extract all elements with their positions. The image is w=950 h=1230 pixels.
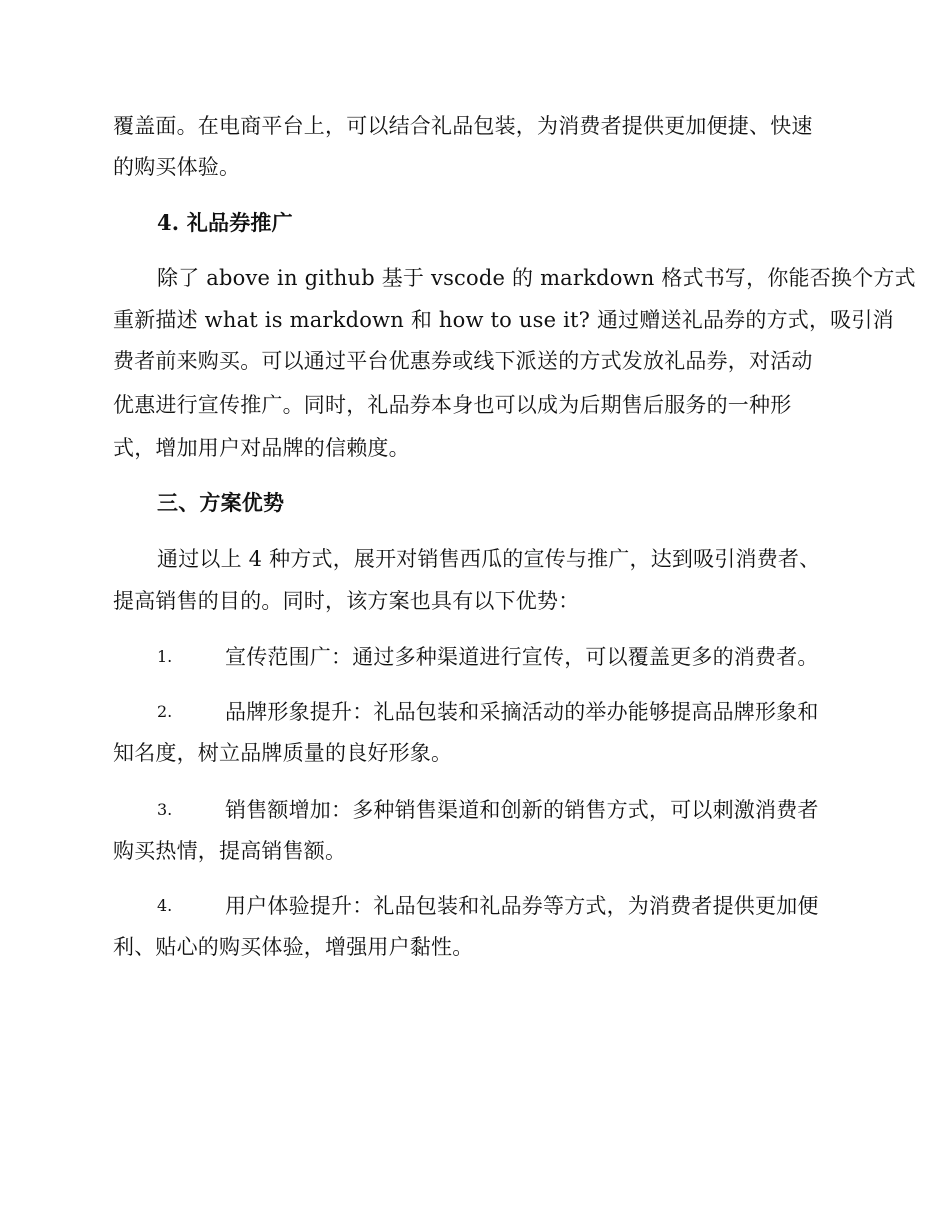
list-number: 3.	[157, 800, 173, 819]
list-item-text: 品牌形象提升：礼品包装和采摘活动的举办能够提高品牌形象和	[225, 700, 819, 724]
paragraph-line: 费者前来购买。可以通过平台优惠券或线下派送的方式发放礼品券，对活动	[113, 349, 813, 373]
list-item-text: 用户体验提升：礼品包装和礼品券等方式，为消费者提供更加便	[225, 894, 819, 918]
paragraph-line: 通过以上 4 种方式，展开对销售西瓜的宣传与推广，达到吸引消费者、	[157, 547, 821, 571]
list-number: 2.	[157, 702, 173, 721]
list-item-continuation: 利、贴心的购买体验，增强用户黏性。	[113, 935, 474, 959]
list-item-text: 销售额增加：多种销售渠道和创新的销售方式，可以刺激消费者	[225, 798, 819, 822]
section-heading: 三、方案优势	[157, 490, 285, 515]
paragraph-line: 重新描述 what is markdown 和 how to use it? 通过赠送礼品券的方式，吸引消	[113, 308, 894, 332]
paragraph-line: 优惠进行宣传推广。同时，礼品券本身也可以成为后期售后服务的一种形	[113, 393, 792, 417]
list-item-continuation: 知名度，树立品牌质量的良好形象。	[113, 741, 453, 765]
list-item-text: 宣传范围广：通过多种渠道进行宣传，可以覆盖更多的消费者。	[225, 645, 819, 669]
paragraph-line: 式，增加用户对品牌的信赖度。	[113, 436, 410, 460]
section-heading: 4. 礼品券推广	[157, 210, 293, 235]
paragraph-line: 除了 above in github 基于 vscode 的 markdown 格式书写，你能否换个方式	[157, 266, 916, 290]
paragraph-line: 的购买体验。	[113, 155, 241, 179]
list-number: 1.	[157, 647, 173, 666]
paragraph-line: 覆盖面。在电商平台上，可以结合礼品包装，为消费者提供更加便捷、快速	[113, 114, 813, 138]
paragraph-line: 提高销售的目的。同时，该方案也具有以下优势：	[113, 589, 580, 613]
list-item-continuation: 购买热情，提高销售额。	[113, 839, 347, 863]
list-number: 4.	[157, 896, 173, 915]
